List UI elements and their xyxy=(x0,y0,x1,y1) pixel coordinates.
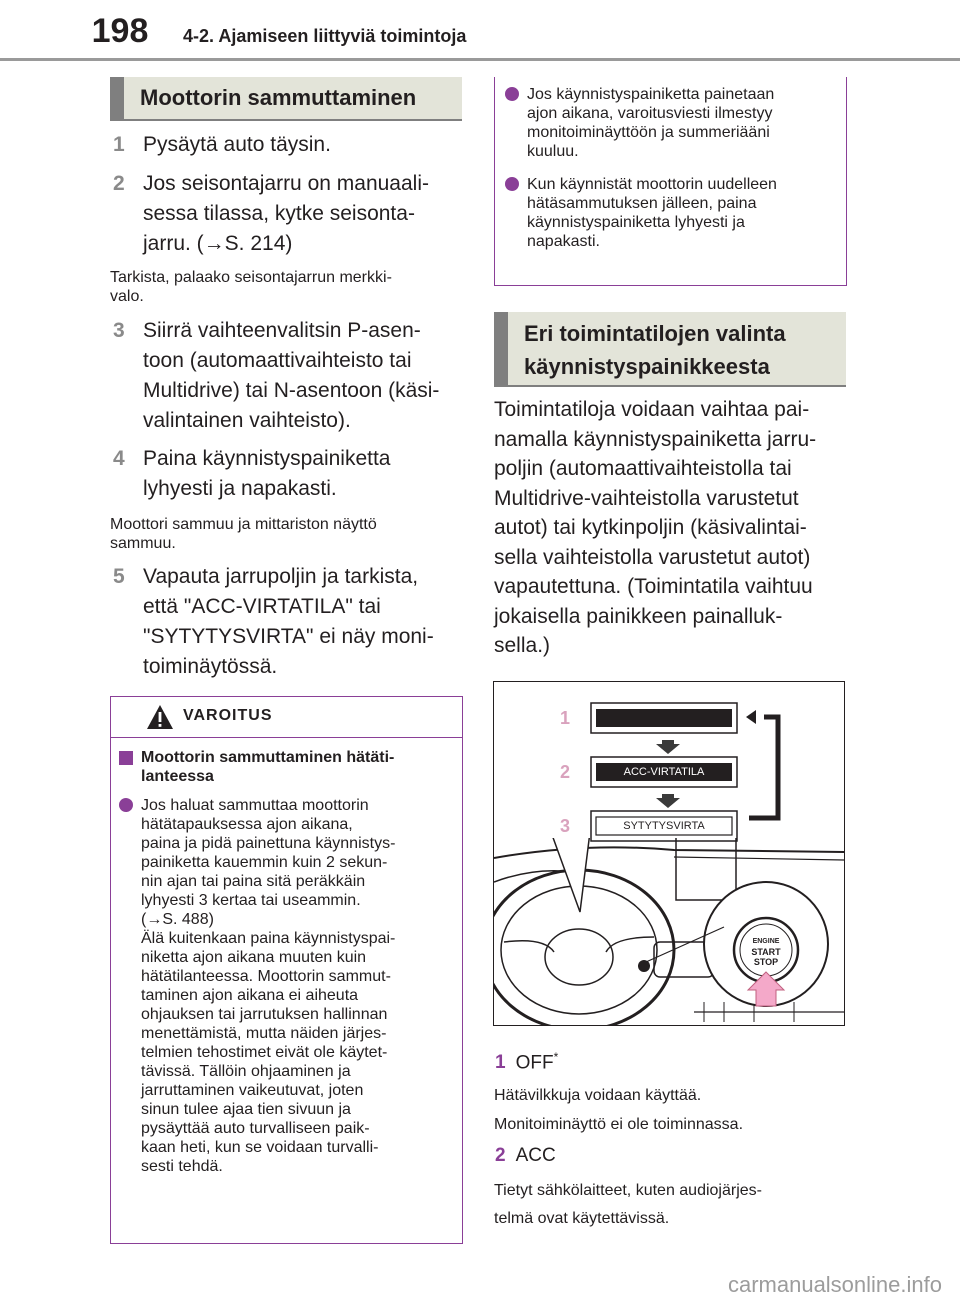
warning-line: Älä kuitenkaan paina käynnistyspai- xyxy=(141,930,396,947)
warning-title xyxy=(119,748,452,786)
dashboard-figure xyxy=(493,681,845,1026)
mode-number: 2 xyxy=(495,1145,506,1166)
step-number: 2 xyxy=(113,172,125,195)
info-line: Jos käynnistyspainiketta painetaan xyxy=(527,86,775,103)
para-line: Toimintatiloja voidaan vaihtaa pai- xyxy=(494,398,810,421)
warning-line: tävissä. Tällöin ohjaaminen ja xyxy=(141,1063,351,1080)
step-line: Paina käynnistyspainiketta xyxy=(143,447,391,470)
mode-label-1: 1 xyxy=(560,708,571,728)
step-4 xyxy=(113,444,463,504)
step-number: 4 xyxy=(113,447,125,470)
step-line: sessa tilassa, kytke seisonta- xyxy=(143,202,415,225)
warning-header xyxy=(111,697,462,738)
mode-acc-note-2: telmä ovat käytettävissä. xyxy=(494,1210,670,1227)
warning-line: sesti tehdä. xyxy=(141,1158,223,1175)
para-line: sella vaihteistolla varustetut autot) xyxy=(494,545,811,569)
note-engine-stop xyxy=(110,515,465,553)
step-line: Siirrä vaihteenvalitsin P-asen- xyxy=(143,319,421,342)
step-line: "SYTYTYSVIRTA" ei näy moni- xyxy=(143,625,434,648)
right-heading-line: Eri toimintatilojen valinta xyxy=(524,321,786,346)
step-2 xyxy=(113,169,463,259)
mode-label: ACC xyxy=(515,1145,556,1166)
button-text-engine: ENGINE xyxy=(752,938,780,945)
note-parking-brake xyxy=(110,268,465,306)
header-rule xyxy=(0,58,960,61)
engine-start-stop-button xyxy=(736,937,796,967)
display-ignition-text: SYTYTYSVIRTA xyxy=(623,820,705,832)
warning-body xyxy=(119,796,452,1176)
info-box xyxy=(494,77,847,286)
step-line: jarru. (→S. 214) xyxy=(143,232,293,255)
warning-line: paina ja pidä painettuna käynnistys- xyxy=(141,835,396,852)
para-line: jokaisella painikkeen painalluk- xyxy=(494,604,783,628)
step-line: että "ACC-VIRTATILA" tai xyxy=(143,595,381,618)
para-line: Multidrive-vaihteistolla varustetut xyxy=(494,486,799,510)
warning-line: menettämistä, mutta näiden järjes- xyxy=(141,1025,387,1042)
info-line: monitoiminäyttöön ja summeriääni xyxy=(527,124,770,141)
step-number: 3 xyxy=(113,319,125,342)
step-5 xyxy=(113,562,463,682)
warning-line: painiketta kauemmin kuin 2 sekun- xyxy=(141,854,388,871)
para-line: sella.) xyxy=(494,634,551,657)
mode-label: OFF xyxy=(515,1052,554,1074)
warning-line: Jos haluat sammuttaa moottorin xyxy=(141,797,369,814)
mode-off-note-2: Monitoiminäyttö ei ole toiminnassa. xyxy=(494,1116,744,1133)
warning-line: niketta ajon aikana muuten kuin xyxy=(141,949,367,966)
warning-line: jarruttaminen vaikeutuvat, joten xyxy=(141,1082,364,1099)
left-heading xyxy=(110,77,462,121)
info-bullet-2 xyxy=(505,175,836,251)
button-text-start: START xyxy=(751,947,781,957)
round-bullet-icon xyxy=(505,87,519,101)
warning-line: hätätapauksessa ajon aikana, xyxy=(141,816,353,833)
right-heading xyxy=(494,312,846,387)
dashboard-illustration xyxy=(494,682,844,1025)
info-line: hätäsammutuksen jälleen, paina xyxy=(527,195,757,212)
mode-label-2: 2 xyxy=(560,762,571,782)
note-line: sammuu. xyxy=(110,535,176,552)
warning-line: telmien tehostimet eivät ole käytet- xyxy=(141,1044,388,1061)
step-line: valintainen vaihteisto). xyxy=(143,409,351,432)
step-line: Multidrive) tai N-asentoon (käsi- xyxy=(143,379,440,402)
page-number: 198 xyxy=(91,12,149,50)
button-text-stop: STOP xyxy=(753,957,779,967)
mode-label-3: 3 xyxy=(560,816,571,836)
mode-number: 1 xyxy=(495,1052,506,1074)
display-acc-text: ACC-VIRTATILA xyxy=(623,766,705,778)
info-line: ajon aikana, varoitusviesti ilmestyy xyxy=(527,105,773,122)
info-line: Kun käynnistät moottorin uudelleen xyxy=(527,176,777,193)
right-heading-line: käynnistyspainikkeesta xyxy=(524,354,770,379)
mode-off-note-1: Hätävilkkuja voidaan käyttää. xyxy=(494,1087,702,1104)
step-line: toiminäytössä. xyxy=(143,655,278,678)
mode-acc xyxy=(495,1145,556,1167)
warning-box xyxy=(110,696,463,1244)
warning-line: (→S. 488) xyxy=(141,911,214,928)
warning-triangle-icon xyxy=(145,703,175,731)
warning-line: taminen ajon aikana ei aiheuta xyxy=(141,987,359,1004)
section-title: 4-2. Ajamiseen liittyviä toimintoja xyxy=(183,26,467,46)
step-3 xyxy=(113,316,463,436)
step-line: lyhyesti ja napakasti. xyxy=(143,477,337,500)
step-1 xyxy=(113,130,463,160)
para-line: namalla käynnistyspainiketta jarru- xyxy=(494,427,817,451)
step-number: 1 xyxy=(113,133,125,156)
warning-label: VAROITUS xyxy=(183,707,273,724)
para-line: vapautettuna. (Toimintatila vaihtuu xyxy=(494,575,813,598)
step-number: 5 xyxy=(113,565,125,588)
info-line: napakasti. xyxy=(527,233,600,250)
warning-line: lyhyesti 3 kertaa tai useammin. xyxy=(141,892,361,909)
mode-off xyxy=(495,1050,558,1074)
info-bullet-1 xyxy=(505,85,836,161)
modes-paragraph xyxy=(494,395,849,661)
warning-line: sinun tulee ajaa tien sivuun ja xyxy=(141,1101,351,1118)
warning-title-line: lanteessa xyxy=(141,768,214,785)
round-bullet-icon xyxy=(505,177,519,191)
warning-line: pysäyttää auto turvalliseen paik- xyxy=(141,1120,370,1137)
mode-footnote-mark: * xyxy=(553,1050,559,1064)
note-line: Tarkista, palaako seisontajarrun merkki- xyxy=(110,269,392,286)
step-line: Jos seisontajarru on manuaali- xyxy=(143,172,429,195)
info-line: käynnistyspainiketta lyhyesti ja xyxy=(527,214,745,231)
warning-line: hätätilanteessa. Moottorin sammut- xyxy=(141,968,391,985)
mode-acc-note-1: Tietyt sähkölaitteet, kuten audiojärjes- xyxy=(494,1182,762,1199)
step-line: Vapauta jarrupoljin ja tarkista, xyxy=(143,565,419,588)
left-heading-text: Moottorin sammuttaminen xyxy=(140,85,417,110)
square-bullet-icon xyxy=(119,751,133,765)
note-line: Moottori sammuu ja mittariston näyttö xyxy=(110,516,377,533)
para-line: poljin (automaattivaihteistolla tai xyxy=(494,457,792,480)
warning-line: ohjauksen tai jarrutuksen hallinnan xyxy=(141,1006,388,1023)
info-line: kuuluu. xyxy=(527,143,579,160)
footer-watermark: carmanualsonline.info xyxy=(727,1272,942,1297)
step-line: toon (automaattivaihteisto tai xyxy=(143,349,412,372)
warning-line: kaan heti, kun se voidaan turvalli- xyxy=(141,1139,379,1156)
warning-line: nin ajan tai paina sitä peräkkäin xyxy=(141,873,366,890)
round-bullet-icon xyxy=(119,798,133,812)
warning-title-line: Moottorin sammuttaminen hätäti- xyxy=(141,749,395,766)
step-text: Pysäytä auto täysin. xyxy=(143,133,331,156)
para-line: autot) tai kytkinpoljin (käsivalintai- xyxy=(494,516,807,539)
note-line: valo. xyxy=(110,288,144,305)
